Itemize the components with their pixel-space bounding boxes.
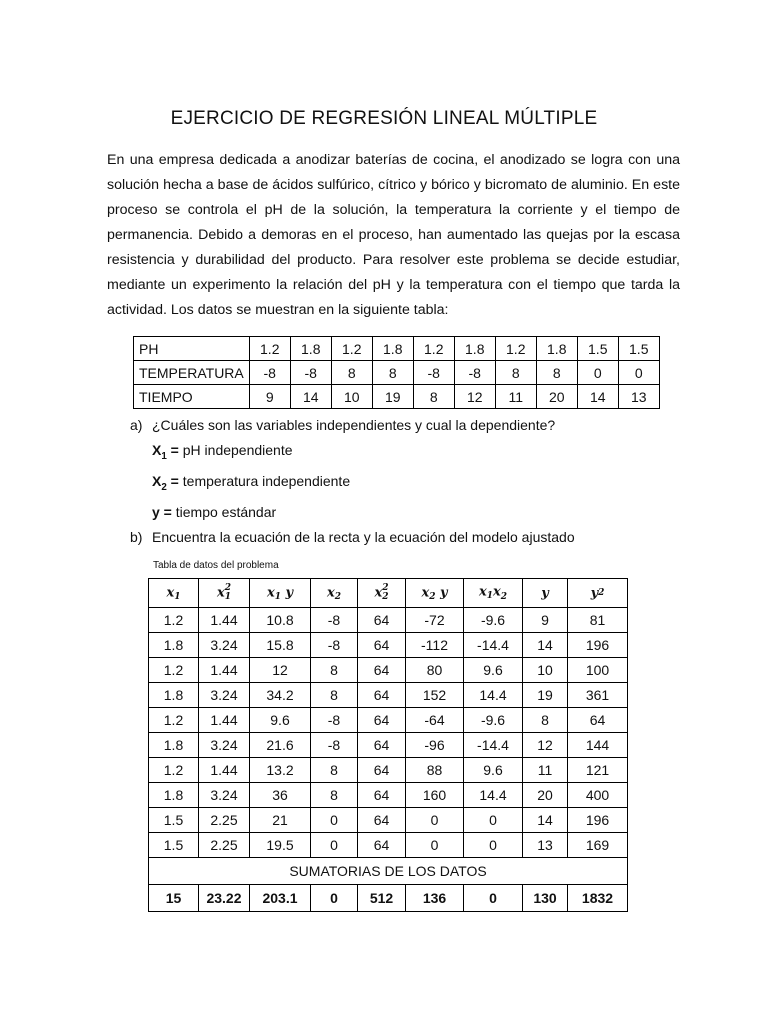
table-cell: 0 [406, 833, 464, 858]
table-cell: 3.24 [199, 783, 250, 808]
total-cell: 136 [406, 885, 464, 912]
answer-text: pH independiente [182, 441, 293, 458]
header-superscript: 2 [382, 583, 389, 593]
table-cell: 1.44 [199, 608, 250, 633]
total-cell: 0 [464, 885, 523, 912]
table-cell: 1.2 [149, 758, 199, 783]
row-label: TIEMPO [134, 385, 250, 409]
table-cell: -14.4 [464, 733, 523, 758]
table-cell: 0 [464, 833, 523, 858]
header-symbol: x [326, 585, 335, 601]
answer-text: tiempo estándar [175, 504, 277, 521]
answer-variable [152, 504, 176, 520]
table-cell: -8 [454, 361, 495, 385]
sum-label: SUMATORIAS DE LOS DATOS [149, 858, 628, 885]
table-cell: 34.2 [250, 683, 311, 708]
table-cell: 196 [568, 808, 628, 833]
question-a [130, 413, 690, 438]
table-cell: 0 [311, 833, 358, 858]
table-cell: 9 [523, 608, 568, 633]
variable-symbol: X [152, 441, 162, 458]
table-cell: 10 [523, 658, 568, 683]
table-cell: 9.6 [250, 708, 311, 733]
table-cell: 100 [568, 658, 628, 683]
table-cell: 20 [523, 783, 568, 808]
question-a-text: ¿Cuáles son las variables independientes y cual la dependiente? [152, 417, 556, 433]
table-cell: 8 [495, 361, 536, 385]
sum-label-row [149, 858, 628, 885]
total-cell: 0 [311, 885, 358, 912]
table-cell: 11 [495, 385, 536, 409]
table-cell: 81 [568, 608, 628, 633]
table-cell: 400 [568, 783, 628, 808]
total-cell: 15 [149, 885, 199, 912]
table-cell: 144 [568, 733, 628, 758]
header-subscript: 1 [174, 592, 181, 602]
table-cell: -8 [290, 361, 331, 385]
header-symbol: y [541, 585, 549, 601]
table-row [149, 833, 628, 858]
header-subscript-2: 2 [500, 592, 508, 603]
table-cell: 1.5 [149, 808, 199, 833]
table-cell: -8 [413, 361, 454, 385]
header-tail: y [280, 585, 294, 601]
header-subscript: 1 [274, 592, 281, 602]
total-cell: 203.1 [250, 885, 311, 912]
table-cell: 1.8 [149, 783, 199, 808]
table-cell: 169 [568, 833, 628, 858]
header-symbol: x [421, 585, 430, 601]
table-cell: 1.8 [372, 337, 413, 361]
column-header [250, 579, 311, 608]
table-cell: 11 [523, 758, 568, 783]
header-superscript: 2 [598, 587, 605, 598]
table-cell: 1.8 [149, 733, 199, 758]
data-table-row [134, 337, 660, 361]
table-cell: 0 [464, 808, 523, 833]
header-tail: y [435, 585, 448, 601]
data-table-row [134, 385, 660, 409]
table-cell: 1.2 [413, 337, 454, 361]
table-cell: 10 [331, 385, 372, 409]
question-b [130, 525, 690, 550]
table-cell: 21 [250, 808, 311, 833]
answer-variable [152, 472, 183, 493]
variable-symbol: y [152, 504, 160, 521]
table-cell: 1.2 [149, 708, 199, 733]
answer [152, 504, 276, 520]
table-cell: 196 [568, 633, 628, 658]
table-cell: 14.4 [464, 683, 523, 708]
question-a-marker: a) [130, 417, 143, 433]
table-cell: 1.5 [618, 337, 659, 361]
answer [152, 441, 293, 462]
table-cell: 20 [536, 385, 577, 409]
column-header [523, 579, 568, 608]
table-cell: 8 [311, 783, 358, 808]
header-scripts [225, 584, 231, 602]
table-cell: 64 [358, 783, 406, 808]
answer-line [130, 438, 690, 469]
table-caption: Tabla de datos del problema [153, 560, 279, 571]
page-title: EJERCICIO DE REGRESIÓN LINEAL MÚLTIPLE [170, 108, 598, 129]
column-header [464, 579, 523, 608]
table-cell: 1.2 [249, 337, 290, 361]
table-cell: -72 [406, 608, 464, 633]
table-cell: 8 [523, 708, 568, 733]
question-b-text: Encuentra la ecuación de la recta y la ecuación del modelo ajustado [152, 528, 575, 545]
table-cell: 13.2 [250, 758, 311, 783]
table-cell: 8 [311, 683, 358, 708]
header-scripts [382, 584, 388, 602]
table-cell: 2.25 [199, 833, 250, 858]
header-subscript: 2 [382, 592, 389, 602]
table-cell: 13 [618, 385, 659, 409]
total-cell: 23.22 [199, 885, 250, 912]
table-cell: 12 [454, 385, 495, 409]
table-cell: 14.4 [464, 783, 523, 808]
header-symbol: x [478, 584, 487, 600]
table-cell: 12 [250, 658, 311, 683]
table-cell: 21.6 [250, 733, 311, 758]
table-cell: 121 [568, 758, 628, 783]
table-cell: 64 [358, 683, 406, 708]
table-cell: 361 [568, 683, 628, 708]
table-cell: 64 [358, 733, 406, 758]
table-cell: 64 [568, 708, 628, 733]
table-cell: -14.4 [464, 633, 523, 658]
table-cell: 1.8 [149, 683, 199, 708]
total-cell: 512 [358, 885, 406, 912]
table-cell: 19 [523, 683, 568, 708]
total-cell: 130 [523, 885, 568, 912]
header-symbol: x [374, 585, 383, 601]
row-label: PH [134, 337, 250, 361]
table-cell: -8 [249, 361, 290, 385]
table-cell: 160 [406, 783, 464, 808]
table-cell: 9 [249, 385, 290, 409]
header-subscript: 1 [486, 591, 493, 602]
table-cell: -9.6 [464, 708, 523, 733]
table-cell: 8 [311, 658, 358, 683]
table-cell: -8 [311, 608, 358, 633]
answer-text: temperatura independiente [182, 472, 351, 489]
table-cell: 8 [413, 385, 454, 409]
table-row [149, 608, 628, 633]
table-row [149, 633, 628, 658]
table-cell: 1.8 [536, 337, 577, 361]
header-symbol: y [590, 585, 599, 601]
header-subscript: 2 [429, 592, 436, 602]
table-cell: 14 [523, 633, 568, 658]
table-cell: -64 [406, 708, 464, 733]
table-cell: 0 [577, 361, 618, 385]
table-cell: 14 [523, 808, 568, 833]
table-row [149, 733, 628, 758]
table-row [149, 708, 628, 733]
table-cell: 8 [372, 361, 413, 385]
table-cell: 3.24 [199, 683, 250, 708]
header-symbol: x [166, 585, 175, 601]
table-cell: 1.5 [577, 337, 618, 361]
table-cell: -9.6 [464, 608, 523, 633]
table-cell: 9.6 [464, 758, 523, 783]
table-cell: 1.2 [149, 658, 199, 683]
table-cell: 1.44 [199, 758, 250, 783]
table-cell: 9.6 [464, 658, 523, 683]
table-cell: 12 [523, 733, 568, 758]
table-cell: -8 [311, 633, 358, 658]
totals-row [149, 885, 628, 912]
header-scripts [335, 584, 341, 602]
header-subscript: 2 [334, 592, 342, 602]
table-cell: 0 [406, 808, 464, 833]
header-scripts [174, 584, 180, 602]
table-cell: 1.8 [149, 633, 199, 658]
table-cell: -112 [406, 633, 464, 658]
table-cell: 10.8 [250, 608, 311, 633]
variable-subscript: 1 [161, 450, 167, 462]
table-cell: 2.25 [199, 808, 250, 833]
header-symbol: x [216, 585, 225, 601]
column-header [358, 579, 406, 608]
table-cell: 8 [536, 361, 577, 385]
table-cell: 64 [358, 833, 406, 858]
variable-subscript: 2 [161, 481, 167, 493]
table-cell: 14 [290, 385, 331, 409]
column-header [568, 579, 628, 608]
data-table [133, 336, 660, 409]
equals-sign: = [166, 472, 183, 489]
table-cell: 80 [406, 658, 464, 683]
table-cell: 36 [250, 783, 311, 808]
table-cell: 19 [372, 385, 413, 409]
answer-line [130, 500, 690, 525]
intro-paragraph: En una empresa dedicada a anodizar baterías de cocina, el anodizado se logra con una solución hecha a base de ácidos sulfúrico, cítrico y bórico y bicromato de aluminio. En este proceso se controla el pH de la solución, la temperatura la corriente y el tiempo de permanencia. Debido a demoras en el proceso, han aumentado las quejas por la escasa resistencia y durabilidad del producto. Para resolver este problema se decide estudiar, mediante un experimento la relación del pH y la temperatura con el tiempo que tarda la actividad. Los datos se muestran en la siguiente tabla: [107, 152, 680, 318]
column-header [406, 579, 464, 608]
data-table-row [134, 361, 660, 385]
table-cell: 15.8 [250, 633, 311, 658]
table-row [149, 783, 628, 808]
table-cell: -8 [311, 708, 358, 733]
header-superscript: 2 [224, 583, 232, 593]
table-cell: 3.24 [199, 733, 250, 758]
answer-variable [152, 441, 183, 462]
table-cell: 64 [358, 658, 406, 683]
table-cell: 1.2 [149, 608, 199, 633]
table-cell: 13 [523, 833, 568, 858]
table-cell: 14 [577, 385, 618, 409]
column-header [149, 579, 199, 608]
table-cell: 1.8 [454, 337, 495, 361]
table-row [149, 758, 628, 783]
answer-line [130, 469, 690, 500]
table-row [149, 683, 628, 708]
table-cell: 152 [406, 683, 464, 708]
row-label: TEMPERATURA [134, 361, 250, 385]
table-cell: 64 [358, 608, 406, 633]
question-b-marker: b) [130, 528, 143, 545]
total-cell: 1832 [568, 885, 628, 912]
calc-table [148, 578, 628, 912]
table-row [149, 808, 628, 833]
table-cell: 1.44 [199, 658, 250, 683]
table-cell: 64 [358, 758, 406, 783]
table-cell: 1.8 [290, 337, 331, 361]
table-cell: 19.5 [250, 833, 311, 858]
column-header [311, 579, 358, 608]
table-cell: 64 [358, 633, 406, 658]
table-cell: 64 [358, 708, 406, 733]
header-scripts [598, 589, 604, 598]
table-cell: 8 [331, 361, 372, 385]
table-row [149, 658, 628, 683]
table-cell: 1.5 [149, 833, 199, 858]
header-symbol: x [266, 585, 275, 601]
equals-sign: = [159, 504, 176, 521]
variable-symbol: X [152, 472, 162, 489]
questions [130, 413, 690, 549]
table-cell: 1.2 [331, 337, 372, 361]
table-cell: -8 [311, 733, 358, 758]
header-subscript: 1 [224, 592, 232, 602]
table-cell: 0 [618, 361, 659, 385]
answer [152, 472, 351, 493]
table-cell: 88 [406, 758, 464, 783]
column-header [199, 579, 250, 608]
table-cell: 1.2 [495, 337, 536, 361]
table-cell: 64 [358, 808, 406, 833]
table-cell: -96 [406, 733, 464, 758]
table-cell: 0 [311, 808, 358, 833]
table-cell: 3.24 [199, 633, 250, 658]
table-cell: 1.44 [199, 708, 250, 733]
equals-sign: = [166, 441, 183, 458]
table-cell: 8 [311, 758, 358, 783]
header-symbol-2: x [493, 584, 501, 600]
